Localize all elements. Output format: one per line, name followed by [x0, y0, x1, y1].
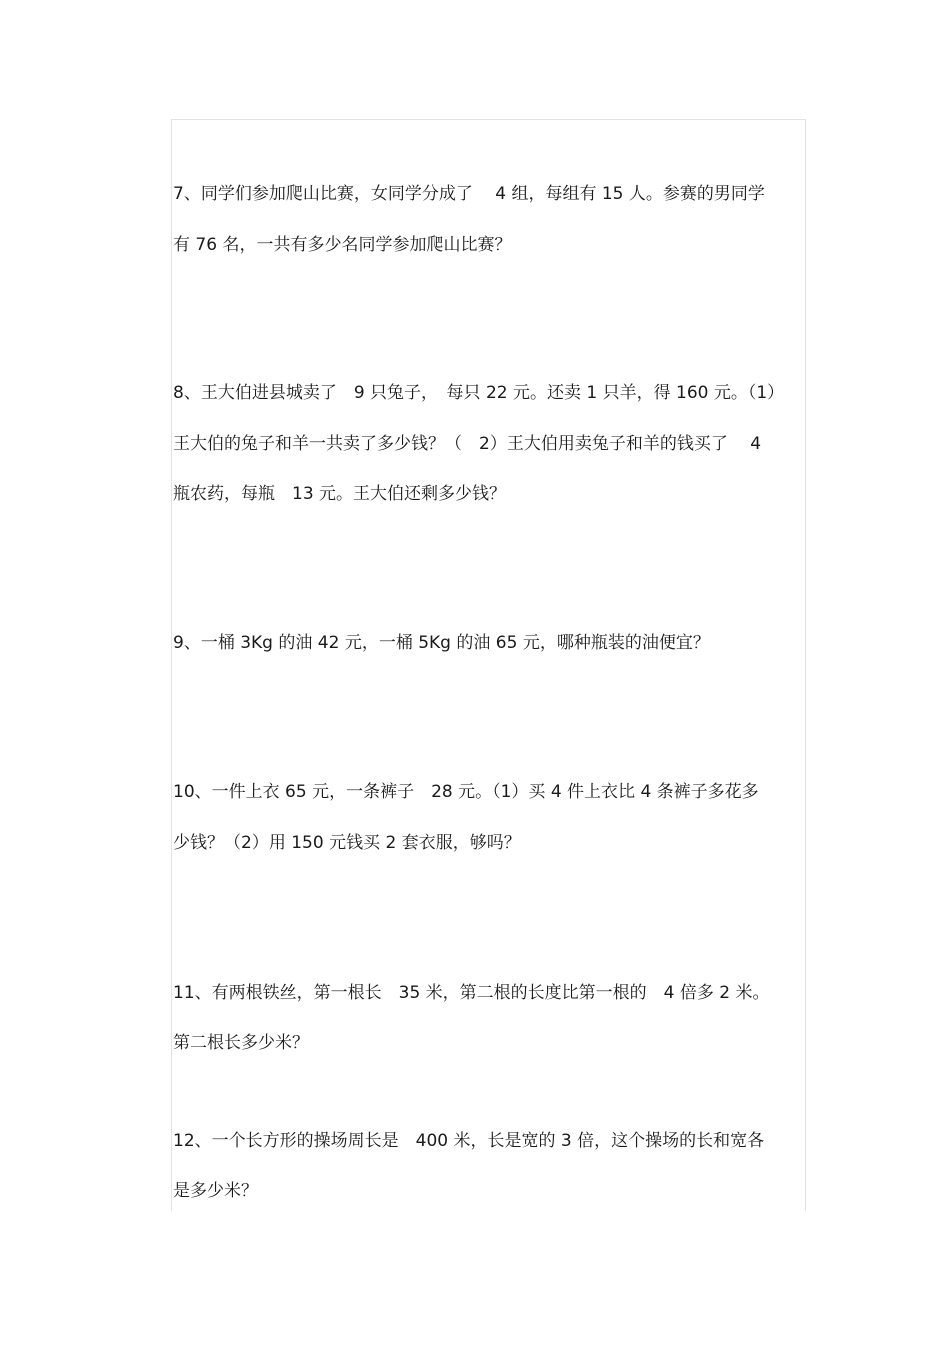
- problem-12-line-1: 12、一个长方形的操场周长是 400 米，长是宽的 3 倍，这个操场的长和宽各: [173, 1131, 765, 1151]
- problem-10-line-1: 10、一件上衣 65 元，一条裤子 28 元。（1）买 4 件上衣比 4 条裤子多花多: [173, 782, 759, 802]
- problem-12-line-2: 是多少米？: [173, 1181, 258, 1201]
- problem-7-line-2: 有 76 名，一共有多少名同学参加爬山比赛？: [173, 235, 512, 255]
- problem-8-line-2: 王大伯的兔子和羊一共卖了多少钱？（ 2）王大伯用卖兔子和羊的钱买了 4: [173, 434, 762, 454]
- problem-11-line-2: 第二根长多少米？: [173, 1033, 309, 1053]
- problem-10-line-2: 少钱？（2）用 150 元钱买 2 套衣服，够吗？: [173, 833, 521, 853]
- problem-9-line-1: 9、一桶 3Kg 的油 42 元，一桶 5Kg 的油 65 元，哪种瓶装的油便宜？: [173, 633, 710, 653]
- problem-8-line-1: 8、王大伯进县城卖了 9 只兔子， 每只 22 元。还卖 1 只羊，得 160 元。（1）: [173, 383, 785, 403]
- problem-7-line-1: 7、同学们参加爬山比赛，女同学分成了 4 组，每组有 15 人。参赛的男同学: [173, 184, 765, 204]
- problem-8-line-3: 瓶农药，每瓶 13 元。王大伯还剩多少钱？: [173, 484, 507, 504]
- problem-11-line-1: 11、有两根铁丝，第一根长 35 米，第二根的长度比第一根的 4 倍多 2 米。: [173, 983, 770, 1003]
